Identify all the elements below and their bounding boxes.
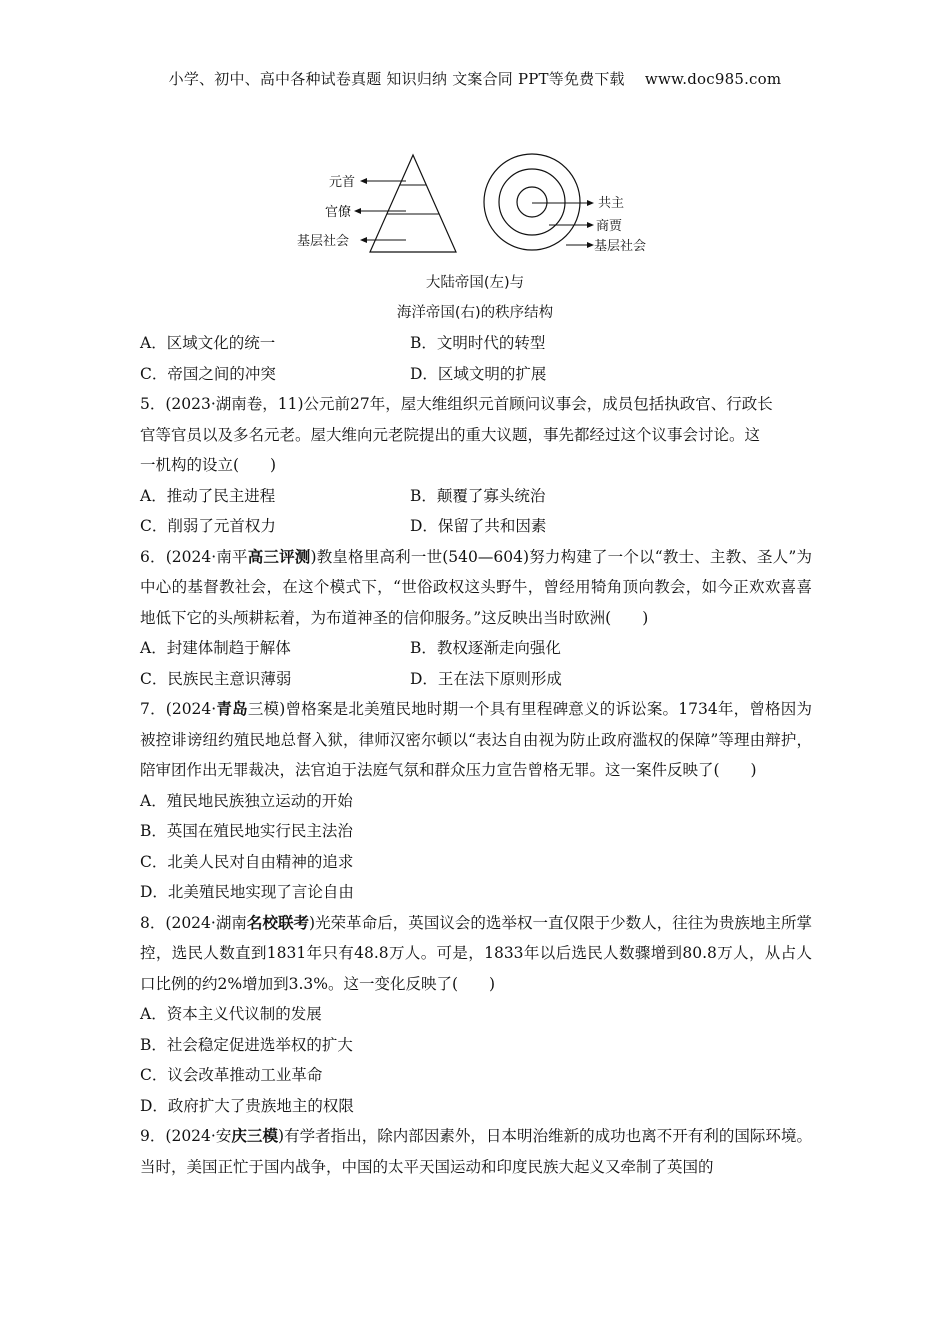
q8-text: )光荣革命后，英国议会的选举权一直仅限于少数人，往往为贵族地主所掌控，选民人数直到1831年只有48.8万人。可是，1833年以后选民人数骤增到80.8万人，从占人口比例的约2%增加到3.3%。这一变化反映了( ) <box>140 913 812 993</box>
q6-option-a: A．封建体制趋于解体 <box>140 639 291 657</box>
q8-source: 名校联考 <box>246 912 310 932</box>
q8-stem <box>140 908 812 1000</box>
q9-text: )有学者指出，除内部因素外，日本明治维新的成功也离不开有利的国际环境。当时，美国正忙于国内战争，中国的太平天国运动和印度民族大起义又牵制了英国的 <box>140 1127 812 1176</box>
arrow-head-jiceng-right <box>587 242 594 248</box>
q6-text: )教皇格里高利一世(540—604)努力构建了一个以“教士、主教、圣人”为中心的基督教社会，在这个模式下，“世俗政权这头野牛，曾经用犄角顶向教会，如今正欢欢喜喜地低下它的头颅耕耘着，为布道神圣的信仰服务。”这反映出当时欧洲( ) <box>140 547 812 627</box>
figure-caption-line2: 海洋帝国(右)的秩序结构 <box>396 305 554 321</box>
q7-option-c: C．北美人民对自由精神的追求 <box>140 852 354 871</box>
q6-prefix: 6．(2024·南平 <box>140 547 248 566</box>
arrow-head-guanliao <box>354 208 361 214</box>
q5-stem-line-3: 一机构的设立( ) <box>140 456 277 474</box>
arrow-head-shanggu <box>587 222 594 228</box>
q5-options-row-1 <box>140 481 812 512</box>
q9-prefix: 9．(2024·安 <box>140 1127 232 1145</box>
q5-options-row-2 <box>140 511 812 542</box>
q8-prefix: 8．(2024·湖南 <box>140 913 247 932</box>
q4-options-row-1 <box>140 328 812 359</box>
pyramid-shape <box>370 155 456 252</box>
q7-text: 三模)曾格案是北美殖民地时期一个具有里程碑意义的诉讼案。1734年，曾格因为被控诽谤纽约殖民地总督入狱，律师汉密尔顿以“表达自由视为防止政府滥权的保障”等理由辩护，陪审团作出无罪裁决，法官迫于法庭气氛和群众压力宣告曾格无罪。这一案件反映了( ) <box>140 700 812 779</box>
q8-option-d: D．政府扩大了贵族地主的权限 <box>140 1096 354 1115</box>
q5-stem-line-2: 官等官员以及多名元老。屋大维向元老院提出的重大议题，事先都经过这个议事会讨论。这 <box>140 425 761 444</box>
q6-options-row-1 <box>140 633 812 664</box>
arrow-head-yuanshou <box>360 178 367 184</box>
q6-option-b: B．教权逐渐走向强化 <box>410 639 561 657</box>
q7-option-a: A．殖民地民族独立运动的开始 <box>140 791 353 810</box>
circle-inner <box>517 187 547 217</box>
q5-stem-line-1: 5．(2023·湖南卷，11)公元前27年，屋大维组织元首顾问议事会，成员包括执政官、行政长 <box>140 395 773 413</box>
label-yuanshou: 元首 <box>329 175 356 190</box>
structure-diagram <box>290 150 660 260</box>
q7-option-b: B．英国在殖民地实行民主法治 <box>140 822 353 840</box>
q4-option-d: D．区域文明的扩展 <box>410 364 547 383</box>
order-structure-figure <box>290 150 660 260</box>
q5-option-b: B．颠覆了寡头统治 <box>410 486 546 505</box>
q7-prefix: 7．(2024· <box>140 700 217 718</box>
q8-option-a: A．资本主义代议制的发展 <box>140 1005 322 1023</box>
label-jiceng-left: 基层社会 <box>297 234 350 249</box>
q8-option-b: B．社会稳定促进选举权的扩大 <box>140 1035 353 1054</box>
q7-source: 青岛 <box>216 699 248 718</box>
q7-option-d: D．北美殖民地实现了言论自由 <box>140 883 354 901</box>
label-gongzhu: 共主 <box>598 196 625 211</box>
q4-option-c: C．帝国之间的冲突 <box>140 364 276 383</box>
q5-option-a: A．推动了民主进程 <box>140 486 276 505</box>
label-shanggu: 商贾 <box>596 219 623 234</box>
q5-option-d: D．保留了共和因素 <box>410 517 547 535</box>
q4-options-row-2 <box>140 359 812 390</box>
q4-option-b: B．文明时代的转型 <box>410 334 546 352</box>
q9-stem <box>140 1121 812 1182</box>
q6-source: 高三评测 <box>247 546 311 566</box>
question-content <box>140 328 812 1182</box>
arrow-head-jiceng-left <box>360 237 367 243</box>
q6-option-c: C．民族民主意识薄弱 <box>140 669 292 688</box>
q8-option-c: C．议会改革推动工业革命 <box>140 1066 323 1084</box>
q6-options-row-2 <box>140 664 812 695</box>
q9-source: 庆三模 <box>231 1126 278 1145</box>
q4-option-a: A．区域文化的统一 <box>140 334 276 352</box>
q6-stem <box>140 542 812 634</box>
q6-option-d: D．王在法下原则形成 <box>410 669 562 688</box>
figure-caption-line1: 大陆帝国(左)与 <box>425 275 525 291</box>
q5-option-c: C．削弱了元首权力 <box>140 517 276 535</box>
q7-stem <box>140 694 812 786</box>
arrow-head-gongzhu <box>587 200 594 206</box>
page-header: 小学、初中、高中各种试卷真题 知识归纳 文案合同 PPT等免费下载 www.doc985.com <box>168 70 782 88</box>
label-jiceng-right: 基层社会 <box>594 239 647 254</box>
label-guanliao: 官僚 <box>325 205 352 220</box>
